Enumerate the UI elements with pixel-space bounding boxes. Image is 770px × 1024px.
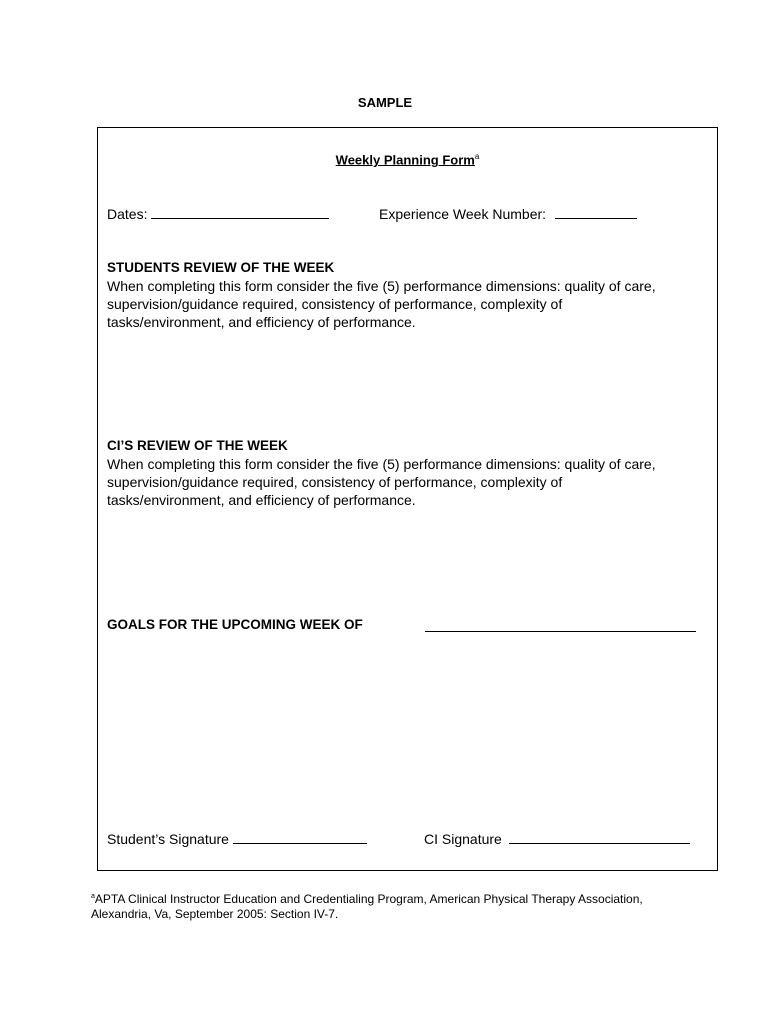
instruction-line: supervision/guidance required, consistency of performance, complexity of (107, 296, 563, 312)
form-title (98, 152, 717, 167)
dates-field[interactable] (151, 206, 329, 219)
goals-heading: GOALS FOR THE UPCOMING WEEK OF (107, 617, 363, 632)
footnote-line-1 (91, 889, 711, 907)
week-number-row (379, 206, 637, 222)
dates-label: Dates: (107, 206, 148, 222)
goals-answer-area[interactable] (107, 643, 707, 823)
footnote-line-2: Alexandria, Va, September 2005: Section IV-7. (91, 907, 339, 921)
ci-signature-row (424, 831, 690, 847)
footnote-text-1: APTA Clinical Instructor Education and Credentialing Program, American Physical Therapy Association, (94, 892, 643, 906)
ci-review-answer-area[interactable] (107, 512, 707, 612)
week-number-field[interactable] (555, 206, 637, 219)
footnote (91, 889, 711, 922)
instruction-line: tasks/environment, and efficiency of performance. (107, 314, 416, 330)
week-number-label: Experience Week Number: (379, 206, 547, 222)
form-title-superscript: a (474, 152, 480, 161)
student-signature-label: Student’s Signature (107, 831, 229, 847)
ci-signature-field[interactable] (509, 831, 690, 844)
weekly-planning-form (97, 127, 718, 871)
footnote-marker: a (91, 893, 95, 900)
ci-review-heading: CI’S REVIEW OF THE WEEK (107, 438, 288, 453)
instruction-line: When completing this form consider the five (5) performance dimensions: quality of care, (107, 278, 656, 294)
dates-row (107, 206, 329, 222)
ci-signature-label: CI Signature (424, 831, 502, 847)
instruction-line: When completing this form consider the five (5) performance dimensions: quality of care, (107, 456, 656, 472)
student-signature-row (107, 831, 367, 847)
student-review-instructions (107, 277, 707, 331)
form-title-text: Weekly Planning Form (335, 152, 475, 168)
instruction-line: supervision/guidance required, consistency of performance, complexity of (107, 474, 563, 490)
student-signature-field[interactable] (233, 831, 367, 844)
ci-review-instructions (107, 455, 707, 509)
student-review-answer-area[interactable] (107, 334, 707, 434)
goals-week-field[interactable] (425, 619, 696, 632)
sample-heading: SAMPLE (357, 95, 413, 110)
instruction-line: tasks/environment, and efficiency of performance. (107, 492, 416, 508)
student-review-heading: STUDENTS REVIEW OF THE WEEK (107, 260, 335, 275)
